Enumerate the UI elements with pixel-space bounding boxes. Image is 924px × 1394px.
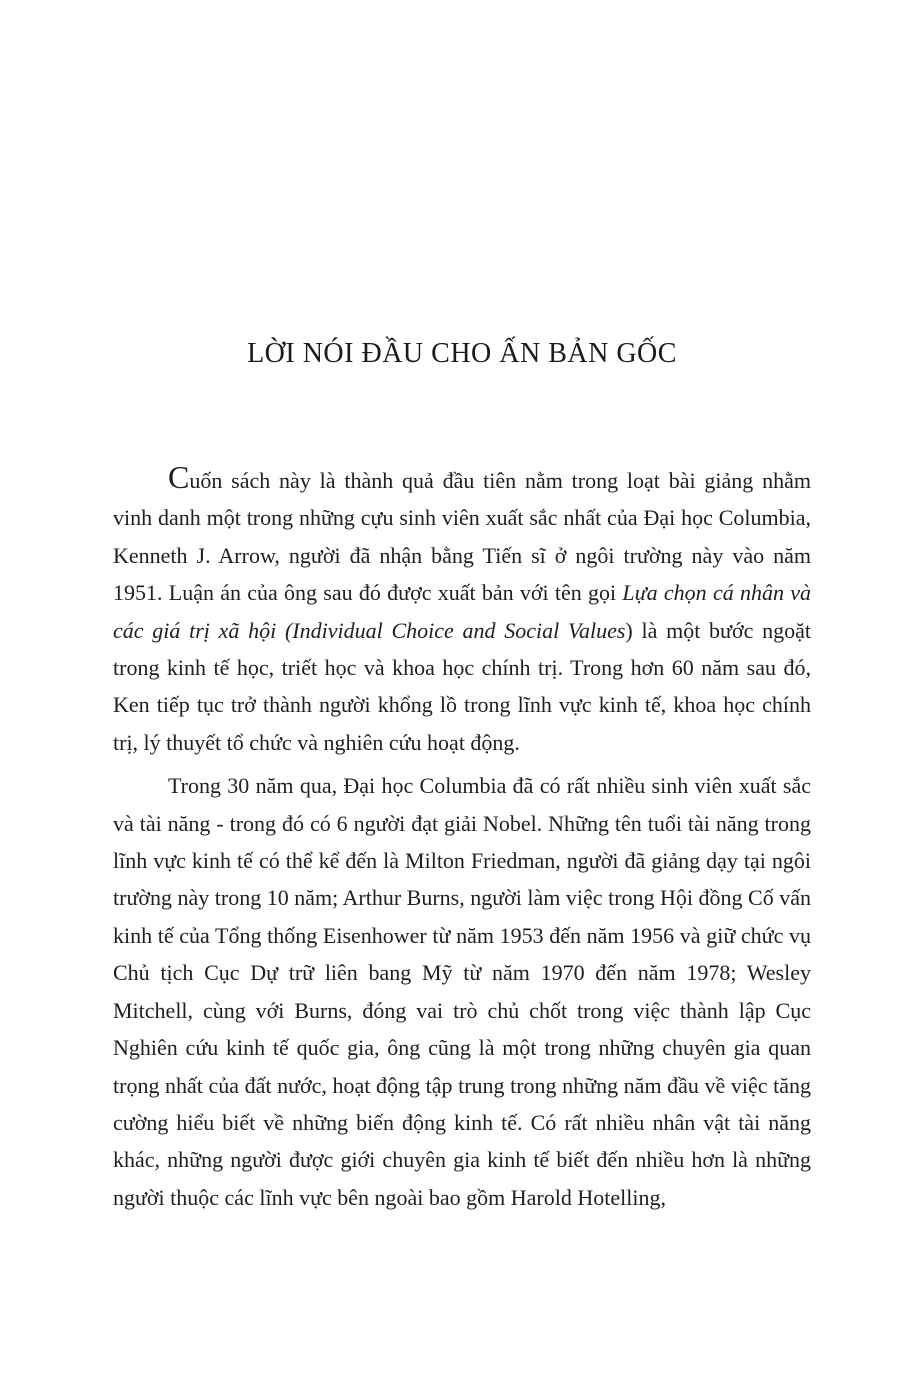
paragraph-2: Trong 30 năm qua, Đại học Columbia đã có rất nhiều sinh viên xuất sắc và tài năng - trong đó có 6 người đạt giải Nobel. Những tên tuổi tài năng trong lĩnh vực kinh tế có thể kể đến là Milton Friedman, người đã giảng dạy tại ngôi trường này trong 10 năm; Arthur Burns, người làm việc trong Hội đồng Cố vấn kinh tế của Tổng thống Eisenhower từ năm 1953 đến năm 1956 và giữ chức vụ Chủ tịch Cục Dự trữ liên bang Mỹ từ năm 1970 đến năm 1978; Wesley Mitchell, cùng với Burns, đóng vai trò chủ chốt trong việc thành lập Cục Nghiên cứu kinh tế quốc gia, ông cũng là một trong những chuyên gia quan trọng nhất của đất nước, hoạt động tập trung trong những năm đầu về việc tăng cường hiểu biết về những biến động kinh tế. Có rất nhiều nhân vật tài năng khác, những người được giới chuyên gia kinh tế biết đến nhiều hơn là những người thuộc các lĩnh vực bên ngoài bao gồm Harold Hotelling, (113, 773, 811, 1210)
paragraph-1 (113, 461, 811, 761)
initial-capital: C (168, 459, 190, 495)
paragraph-1-text-a: uốn sách này là thành quả đầu tiên nằm trong loạt bài giảng nhằm vinh danh một trong những cựu sinh viên xuất sắc nhất của Đại học Columbia, Kenneth J. Arrow, người đã nhận bằng Tiến sĩ ở ngôi trường này vào năm 1951. Luận án của ông sau đó được xuất bản với tên gọi (113, 468, 811, 606)
book-title-italic: Lựa chọn cá nhân và các giá trị xã hội (Individual Choice and Social Values (113, 580, 811, 643)
chapter-title: LỜI NÓI ĐẦU CHO ẤN BẢN GỐC (247, 338, 677, 369)
body-text (113, 461, 811, 1216)
paragraph-1-text-b: ) là một bước ngoặt trong kinh tế học, triết học và khoa học chính trị. Trong hơn 60 năm sau đó, Ken tiếp tục trở thành người khổng lồ trong lĩnh vực kinh tế, khoa học chính trị, lý thuyết tổ chức và nghiên cứu hoạt động. (113, 617, 811, 755)
